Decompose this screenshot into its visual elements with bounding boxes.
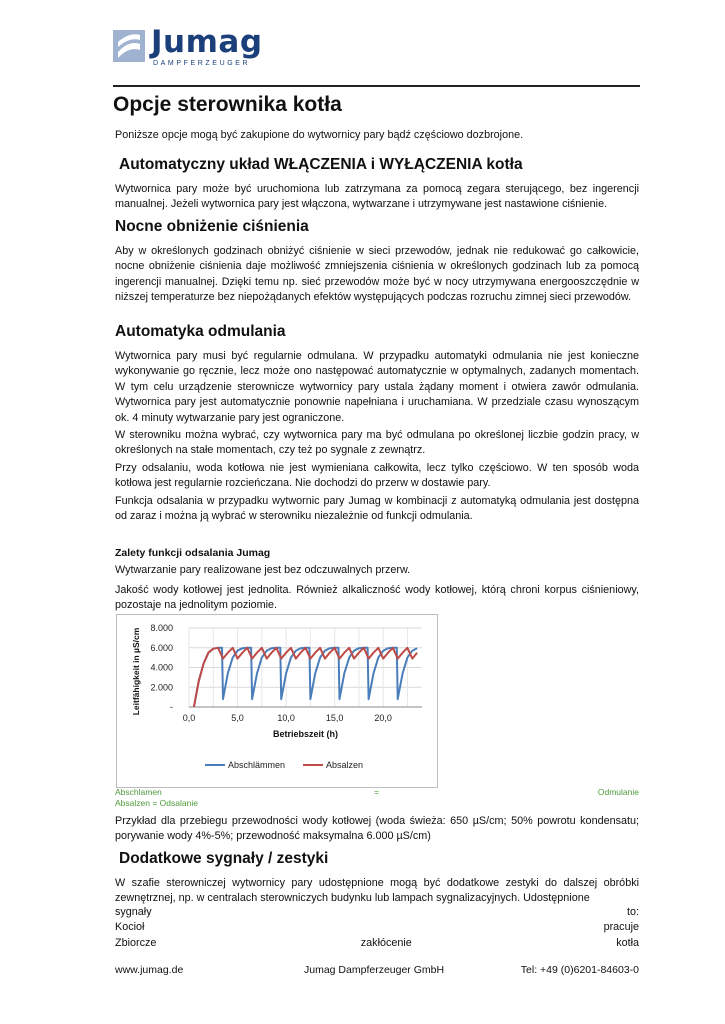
chart-svg [117,615,437,787]
legend-note-2: Absalzen = Odsalanie [115,798,198,808]
benefit-2: Jakość wody kotłowej jest jednolita. Również alkaliczność wody kotłowej, którą chroni korpus ciśnieniowy, pozostaje na jednolitym poziomie. [115,584,639,612]
signals-row-2-left: Kocioł [115,921,145,934]
blowdown-paragraph-4: Funkcja odsalania w przypadku wytwornic pary Jumag w kombinacji z automatyką odmulania jest dostępna od zaraz i można ją wybrać w sterowniku niezależnie od funkcji odmulania. [115,495,639,523]
y-axis-label: Leitfähigkeit in µS/cm [131,627,141,716]
logo-wordmark: Jumag [151,24,263,60]
blowdown-paragraph-1: Wytwornica pary musi być regularnie odmulana. W przypadku automatyki odmulania nie jest konieczne wykonywanie go ręcznie, lecz może ono następować automatycznie w optymalnych, zadanych momentach. W tym celu urządzenie sterownicze wytwornicy pary ustala żądany moment i otwiera zawór odmulania. Wytwornica pary jest automatycznie ponownie napełniana i uruchamiana. W przedziale czasu wynoszącym ok. 4 minuty wytwarzanie pary jest ograniczone. [115,350,639,424]
signals-row-1-right: to: [626,906,639,918]
y-tick-label: 2.000 [150,682,173,693]
signals-list [115,905,639,951]
benefits-heading: Zalety funkcji odsalania Jumag [115,547,271,559]
section-heading-signals: Dodatkowe sygnały / zestyki [119,850,329,867]
x-tick-label: 15,0 [325,713,344,723]
y-tick-label: 4.000 [150,662,173,673]
section-heading-night: Nocne obniżenie ciśnienia [115,218,309,235]
section-heading-blowdown: Automatyka odmulania [115,323,286,340]
legend-note-right: Odmulanie [597,787,639,797]
section-text-auto-onoff: Wytwornica pary może być uruchomiona lub zatrzymana za pomocą zegara sterującego, bez ingerencji manualnej. Jeżeli wytwornica pary jest włączona, wytwarzane i utrzymywane jest nastawione ciśnienie. [115,183,639,211]
intro-text: Poniższe opcje mogą być zakupione do wytwornicy pary bądź częściowo dozbrojone. [115,129,524,141]
company-logo [113,24,273,72]
signals-row-1-left: sygnały [115,906,152,918]
chart-caption: Przykład dla przebiegu przewodności wody kotłowej (woda świeża: 650 µS/cm; 50% powrotu kondensatu; porywanie wody 4%-5%; przewodność maksymalna 6.000 µS/cm) [115,815,639,843]
signals-row-3-right: kotła [616,936,639,949]
legend-note-mid: = [374,787,379,797]
footer-phone: Tel: +49 (0)6201-84603-0 [520,964,639,976]
header-rule [113,85,640,87]
signals-row-1 [115,905,639,920]
benefit-1: Wytwarzanie pary realizowane jest bez odczuwalnych przerw. [115,564,411,576]
conductivity-chart [116,614,438,788]
signals-row-3-mid: zakłócenie [360,936,412,949]
y-tick-label: - [170,702,173,712]
section-text-signals: W szafie sterowniczej wytwornicy pary udostępnione mogą być dodatkowe zestyki do dalszej obróbki zewnętrznej, np. w centralach sterowniczych budynku lub lampach sygnalizacyjnych. Udostępnione [115,877,639,905]
page-title: Opcje sterownika kotła [113,93,342,116]
logo-subtitle: DAMPFERZEUGER [153,60,251,67]
footer-website: www.jumag.de [115,964,184,976]
legend-note-left: Abschlamen [115,787,162,797]
section-heading-auto-onoff: Automatyczny układ WŁĄCZENIA i WYŁĄCZENIA kotła [119,156,523,173]
y-tick-label: 8.000 [150,623,173,633]
x-tick-label: 20,0 [374,713,392,723]
x-tick-label: 10,0 [277,713,295,723]
legend-label: Abschlämmen [228,760,286,770]
signals-row-3-left: Zbiorcze [115,936,157,949]
logo-mark-icon [113,30,145,62]
signals-row-2-right: pracuje [603,921,639,934]
legend-label: Absalzen [326,760,364,770]
blowdown-paragraph-3: Przy odsalaniu, woda kotłowa nie jest wymieniana całkowita, lecz tylko częściowo. W ten sposób woda kotłowa jest regularnie rozcieńczana. Nie dochodzi do przerw w dostawie pary. [115,462,639,490]
signals-row-3 [115,936,639,951]
blowdown-paragraph-2: W sterowniku można wybrać, czy wytwornica pary ma być odmulana po określonej liczbie godzin pracy, w określonych na stałe momentach, czy też po sygnale z zewnątrz. [115,429,639,457]
signals-row-2 [115,920,639,935]
x-tick-label: 0,0 [182,713,196,723]
footer-company: Jumag Dampferzeuger GmbH [304,964,445,976]
x-axis-label: Betriebszeit (h) [272,729,339,739]
section-text-night: Aby w określonych godzinach obniżyć ciśnienie w sieci przewodów, jednak nie redukować go całkowicie, nocne obniżenie ciśnienia daje możliwość zmniejszenia ciśnienia w określonych godzinach lub za pomocą ingerencji manualnej. Dzięki temu np. sieć przewodów może być w nocy utrzymywana energooszczędnie w niższej temperaturze bez niepożądanych efektów występujących podczas rozruchu zimnej sieci przewodów. [115,245,639,304]
y-tick-label: 6.000 [150,642,173,653]
x-tick-label: 5,0 [231,713,244,723]
